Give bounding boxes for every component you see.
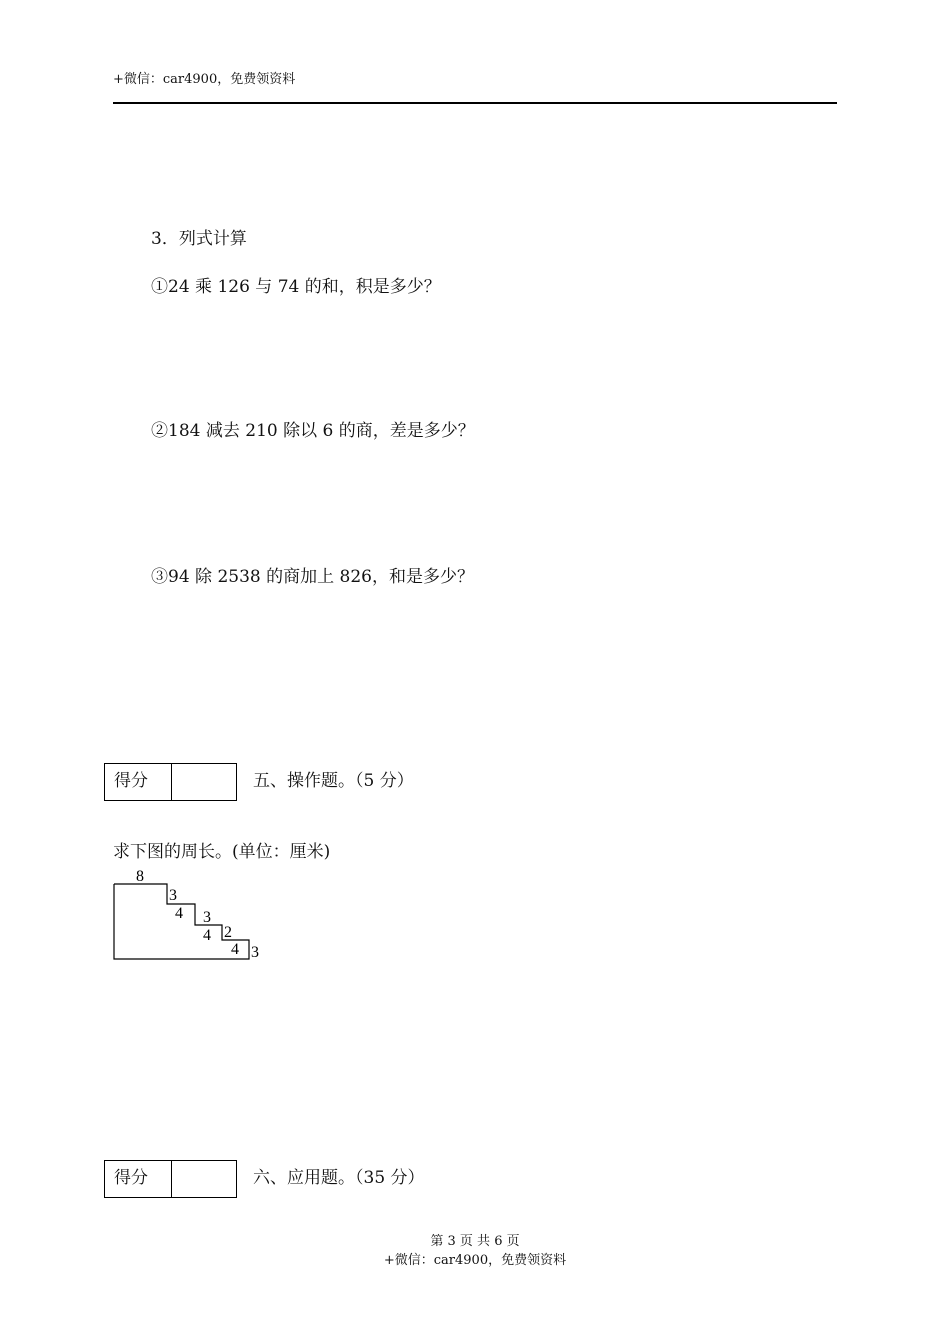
- score-box-section5: [104, 763, 237, 801]
- label-s6: 4: [231, 941, 239, 958]
- header-divider: [113, 102, 837, 104]
- footer-text: +微信：car4900，免费领资料: [383, 1253, 567, 1268]
- question-2: ②184 减去 210 除以 6 的商，差是多少？: [151, 421, 475, 441]
- label-top: 8: [136, 868, 144, 885]
- section5-prompt: 求下图的周长。(单位：厘米): [113, 842, 331, 862]
- staircase-figure: [100, 862, 280, 972]
- score-label: 得分: [105, 1161, 172, 1197]
- label-s7: 3: [251, 944, 259, 961]
- header-text: +微信：car4900，免费领资料: [113, 72, 296, 87]
- score-value-field: [172, 764, 236, 800]
- label-s5: 2: [224, 924, 232, 941]
- page-number: 第 3 页 共 6 页: [430, 1234, 520, 1249]
- label-s2: 4: [175, 905, 183, 922]
- label-s1: 3: [169, 887, 177, 904]
- question-1: ①24 乘 126 与 74 的和，积是多少？: [151, 277, 441, 297]
- section6-title: 六、应用题。（35 分）: [253, 1168, 425, 1188]
- label-s4: 4: [203, 927, 211, 944]
- section5-title: 五、操作题。（5 分）: [253, 771, 414, 791]
- score-box-section6: [104, 1160, 237, 1198]
- question-3: ③94 除 2538 的商加上 826，和是多少？: [151, 567, 474, 587]
- label-s3: 3: [203, 909, 211, 926]
- score-value-field: [172, 1161, 236, 1197]
- questions-heading: 3．列式计算: [151, 229, 247, 249]
- score-label: 得分: [105, 764, 172, 800]
